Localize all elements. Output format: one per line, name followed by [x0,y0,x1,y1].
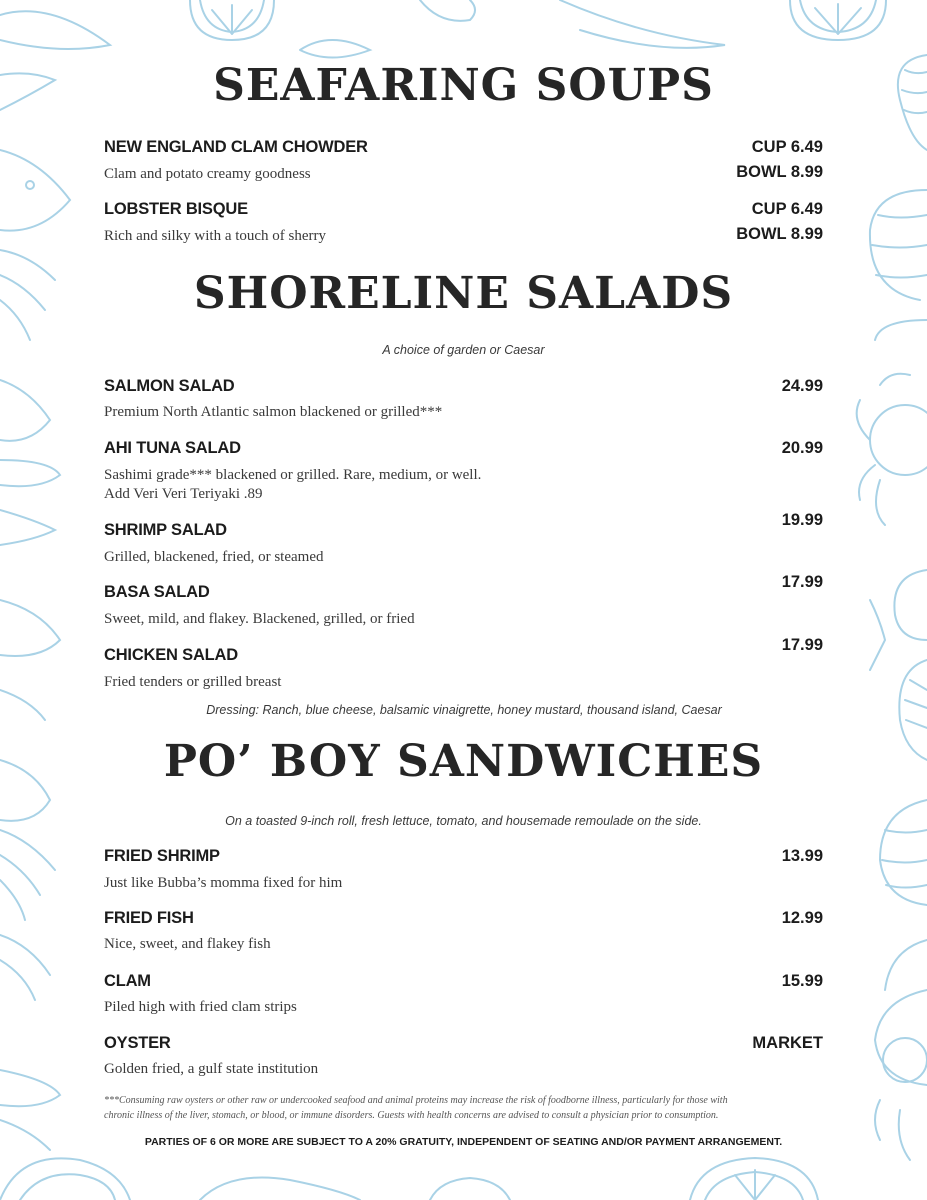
health-disclaimer [104,1093,828,1123]
item-price: 12.99 [781,909,823,927]
item-description: Sashimi grade*** blackened or grilled. Rare, medium, or well. [104,467,482,483]
item-description: Clam and potato creamy goodness [104,166,311,182]
item-price: MARKET [752,1034,823,1052]
item-description-addon: Add Veri Veri Teriyaki .89 [104,486,263,502]
item-description: Piled high with fried clam strips [104,999,297,1015]
item-price: 17.99 [781,573,823,591]
item-price-cup: CUP 6.49 [751,138,823,156]
item-name: CLAM [104,972,151,990]
item-price-bowl: BOWL 8.99 [736,225,823,243]
section-subtitle: A choice of garden or Caesar [382,343,545,357]
section-title-poboys: PO’ BOY SANDWICHES [163,736,764,787]
disclaimer-line: ***Consuming raw oysters or other raw or undercooked seafood and animal proteins may increase the risk of foodborne illness, particularly for those with [104,1095,728,1106]
item-name: AHI TUNA SALAD [104,439,241,457]
item-price: 13.99 [781,847,823,865]
item-name: FRIED FISH [104,909,194,927]
item-price: 19.99 [781,511,823,529]
item-price: 20.99 [781,439,823,457]
item-price: 15.99 [781,972,823,990]
item-name: SALMON SALAD [104,377,235,395]
item-description: Fried tenders or grilled breast [104,674,282,690]
dressing-note: Dressing: Ranch, blue cheese, balsamic vinaigrette, honey mustard, thousand island, Caesar [206,703,722,717]
item-name: OYSTER [104,1034,171,1052]
item-description: Golden fried, a gulf state institution [104,1061,319,1077]
item-price: 17.99 [781,636,823,654]
item-description: Grilled, blackened, fried, or steamed [104,549,324,565]
item-description: Just like Bubba’s momma fixed for him [104,875,343,891]
item-name: LOBSTER BISQUE [104,200,248,218]
section-title-soups: SEAFARING SOUPS [213,60,714,111]
item-name: FRIED SHRIMP [104,847,220,865]
item-name: BASA SALAD [104,583,210,601]
item-name: SHRIMP SALAD [104,521,227,539]
item-price-cup: CUP 6.49 [751,200,823,218]
item-price: 24.99 [781,377,823,395]
section-title-salads: SHORELINE SALADS [193,268,734,319]
item-description: Rich and silky with a touch of sherry [104,228,327,244]
disclaimer-line: chronic illness of the liver, stomach, or blood, or immune disorders. Guests with health concerns are advised to consult a physician prior to consumption. [104,1110,719,1121]
section-subtitle: On a toasted 9-inch roll, fresh lettuce, tomato, and housemade remoulade on the side. [225,814,702,828]
item-name: NEW ENGLAND CLAM CHOWDER [104,138,368,156]
item-price-bowl: BOWL 8.99 [736,163,823,181]
item-description: Sweet, mild, and flakey. Blackened, grilled, or fried [104,611,415,627]
item-description: Nice, sweet, and flakey fish [104,936,271,952]
item-name: CHICKEN SALAD [104,646,238,664]
item-description: Premium North Atlantic salmon blackened or grilled*** [104,404,443,420]
gratuity-notice: PARTIES OF 6 OR MORE ARE SUBJECT TO A 20% GRATUITY, INDEPENDENT OF SEATING AND/OR PAYMENT ARRANGEMENT. [144,1136,783,1148]
